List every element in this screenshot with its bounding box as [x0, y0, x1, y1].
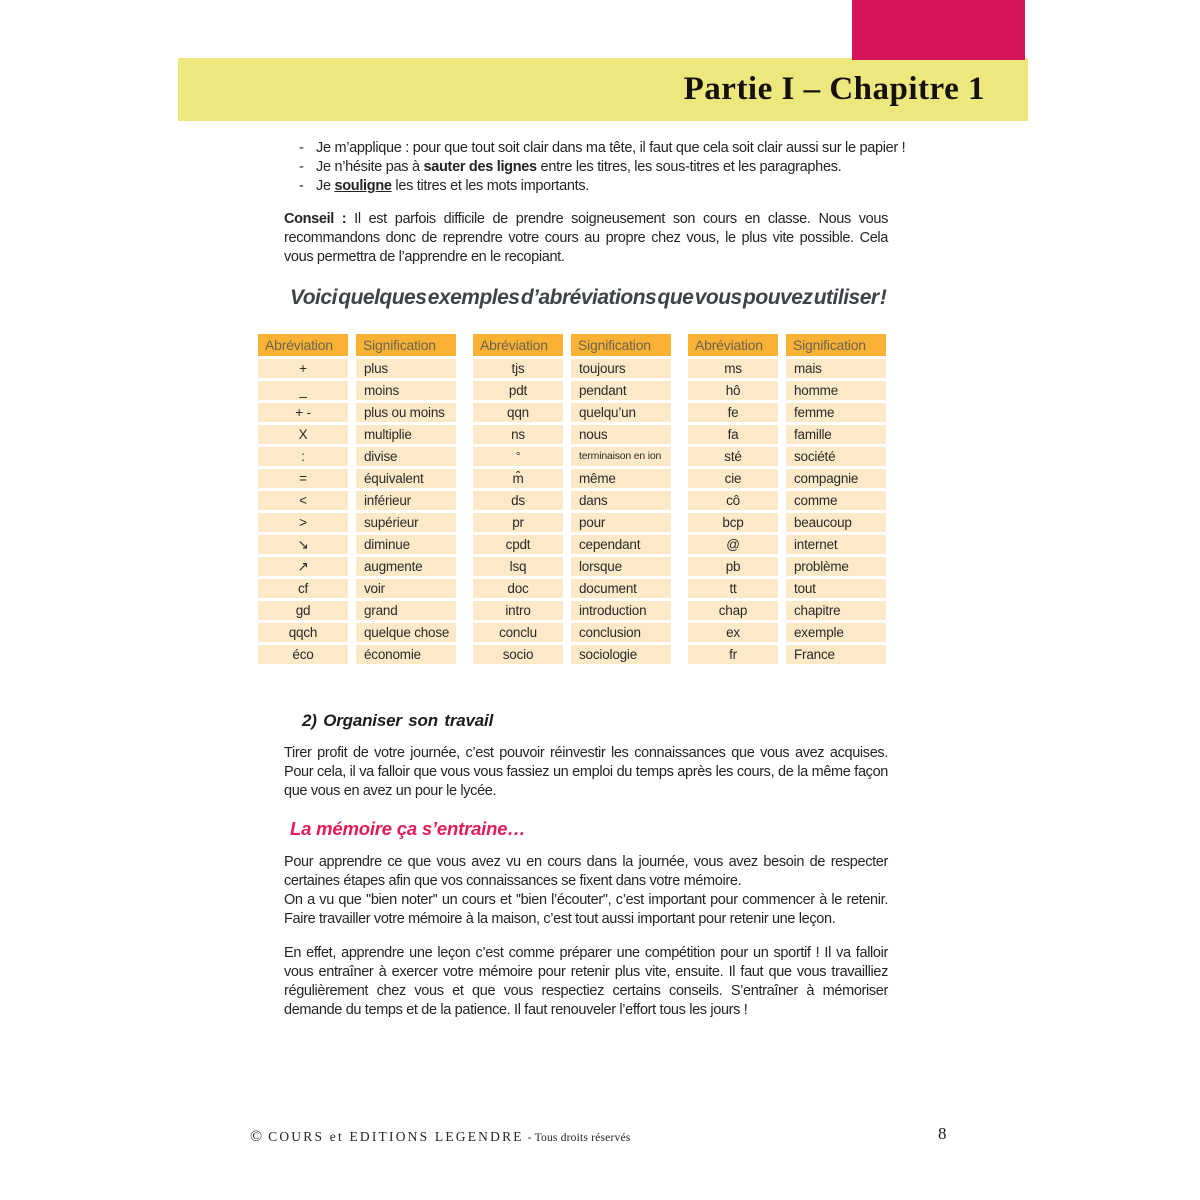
chapter-banner: [178, 58, 1028, 121]
bullet-dash: -: [299, 159, 304, 175]
abbreviation-cell: sté: [688, 447, 778, 466]
list-item-text: Je n’hésite pas à sauter des lignes entre les titres, les sous-titres et les paragraphes.: [316, 159, 842, 175]
abbreviations-intro-heading: Voici quelques exemples d’abréviations que vous pouvez utiliser !: [290, 286, 887, 309]
abbreviation-cell: ↘: [258, 535, 348, 554]
signification-cell: beaucoup: [786, 513, 886, 532]
abbreviation-cell: hô: [688, 381, 778, 400]
signification-cell: même: [571, 469, 671, 488]
memory-paragraph: [284, 853, 888, 929]
signification-cell: voir: [356, 579, 456, 598]
footer: [250, 1128, 630, 1146]
table-header-signification: Signification: [571, 334, 671, 356]
signification-cell: tout: [786, 579, 886, 598]
signification-cell: cependant: [571, 535, 671, 554]
advice-text: Il est parfois difficile de prendre soigneusement son cours en classe. Nous vous recommandons donc de reprendre votre cours au propre chez vous, le plus vite possible. Cela vous permettra de l’apprendre en le recopiant.: [284, 211, 888, 265]
signification-cell: société: [786, 447, 886, 466]
abbreviation-cell: fa: [688, 425, 778, 444]
signification-cell: France: [786, 645, 886, 664]
abbreviation-cell: pr: [473, 513, 563, 532]
table-header-row: [688, 334, 886, 356]
copyright-icon: ©: [250, 1128, 263, 1145]
signification-cell: mais: [786, 359, 886, 378]
corner-accent-block: [852, 0, 1025, 60]
abbreviation-cell: pdt: [473, 381, 563, 400]
signification-cell: problème: [786, 557, 886, 576]
signification-cell: pendant: [571, 381, 671, 400]
signification-cell: moins: [356, 381, 456, 400]
signification-cell: femme: [786, 403, 886, 422]
signification-cell: supérieur: [356, 513, 456, 532]
abbreviation-cell: :: [258, 447, 348, 466]
table-body: [473, 359, 671, 664]
signification-cell: nous: [571, 425, 671, 444]
abbreviation-cell: cô: [688, 491, 778, 510]
abbreviation-cell: socio: [473, 645, 563, 664]
abbreviation-cell: tt: [688, 579, 778, 598]
signification-cell: document: [571, 579, 671, 598]
abbreviation-cell: doc: [473, 579, 563, 598]
abbreviation-cell: ds: [473, 491, 563, 510]
section-2-heading: 2) Organiser son travail: [302, 711, 494, 730]
memory-paragraph-part-1: Pour apprendre ce que vous avez vu en cours dans la journée, vous avez besoin de respecter certaines étapes afin que vos connaissances se fixent dans votre mémoire.: [284, 854, 888, 889]
list-item-text: Je souligne les titres et les mots importants.: [316, 178, 590, 194]
page-title: Partie I – Chapitre 1: [683, 71, 985, 107]
abbreviation-cell: m̂: [473, 469, 563, 488]
advice-paragraph: [284, 210, 888, 267]
memory-paragraph-part-2: On a vu que ''bien noter'' un cours et ''bien l’écouter'', c’est important pour commencer à le retenir. Faire travailler votre mémoire à la maison, c’est tout aussi important pour retenir une leçon.: [284, 892, 888, 927]
abbreviation-cell: cie: [688, 469, 778, 488]
signification-cell: sociologie: [571, 645, 671, 664]
list-item-text: Je m’applique : pour que tout soit clair dans ma tête, il faut que cela soit clair aussi sur le papier !: [316, 140, 906, 156]
abbreviation-cell: éco: [258, 645, 348, 664]
abbreviation-cell: =: [258, 469, 348, 488]
abbreviation-cell: °: [473, 447, 563, 466]
abbreviation-cell: qqch: [258, 623, 348, 642]
abbreviation-cell: cpdt: [473, 535, 563, 554]
advice-label: Conseil :: [284, 211, 347, 227]
table-body: [688, 359, 886, 664]
list-item: [299, 139, 939, 158]
abbreviation-cell: _: [258, 381, 348, 400]
signification-cell: quelque chose: [356, 623, 456, 642]
abbreviation-table-1: [258, 334, 456, 664]
abbreviation-cell: <: [258, 491, 348, 510]
signification-cell: comme: [786, 491, 886, 510]
abbreviation-cell: ex: [688, 623, 778, 642]
signification-cell: équivalent: [356, 469, 456, 488]
signification-cell: pour: [571, 513, 671, 532]
table-header-abreviation: Abréviation: [473, 334, 563, 356]
signification-cell: inférieur: [356, 491, 456, 510]
signification-cell: chapitre: [786, 601, 886, 620]
signification-cell: internet: [786, 535, 886, 554]
signification-cell: homme: [786, 381, 886, 400]
abbreviation-cell: intro: [473, 601, 563, 620]
signification-cell: exemple: [786, 623, 886, 642]
abbreviation-cell: gd: [258, 601, 348, 620]
training-effort-paragraph: En effet, apprendre une leçon c’est comme préparer une compétition pour un sportif ! Il va falloir vous entraîner à exercer votre mémoire pour retenir plus vite, ensuite. Il faut que vous travailliez régulièrement chez vous et que vous respectiez certains conseils. S’entraîner à mémoriser demande du temps et de la patience. Il faut renouveler l’effort tous les jours !: [284, 945, 888, 1018]
table-header-abreviation: Abréviation: [258, 334, 348, 356]
abbreviation-cell: fr: [688, 645, 778, 664]
abbreviation-cell: >: [258, 513, 348, 532]
abbreviation-cell: conclu: [473, 623, 563, 642]
signification-cell: terminaison en ion: [571, 447, 671, 466]
memory-training-heading: La mémoire ça s’entraine…: [290, 818, 526, 839]
signification-cell: introduction: [571, 601, 671, 620]
signification-cell: diminue: [356, 535, 456, 554]
abbreviation-cell: qqn: [473, 403, 563, 422]
abbreviation-cell: bcp: [688, 513, 778, 532]
abbreviation-cell: +: [258, 359, 348, 378]
abbreviation-cell: + -: [258, 403, 348, 422]
bullet-dash: -: [299, 178, 304, 194]
abbreviation-cell: tjs: [473, 359, 563, 378]
note-taking-tips-list: [299, 139, 939, 196]
abbreviation-cell: ns: [473, 425, 563, 444]
organize-work-paragraph: Tirer profit de votre journée, c’est pouvoir réinvestir les connaissances que vous avez acquises. Pour cela, il va falloir que vous vous fassiez un emploi du temps après les cours, de la même façon que vous en avez un pour le lycée.: [284, 745, 888, 799]
abbreviation-cell: pb: [688, 557, 778, 576]
table-header-abreviation: Abréviation: [688, 334, 778, 356]
abbreviation-cell: ↗: [258, 557, 348, 576]
signification-cell: compagnie: [786, 469, 886, 488]
list-item: [299, 177, 939, 196]
signification-cell: dans: [571, 491, 671, 510]
abbreviation-cell: ms: [688, 359, 778, 378]
signification-cell: multiplie: [356, 425, 456, 444]
table-header-signification: Signification: [786, 334, 886, 356]
abbreviation-cell: lsq: [473, 557, 563, 576]
rights-notice: - Tous droits réservés: [527, 1132, 631, 1144]
page-number: 8: [938, 1124, 947, 1143]
table-header-row: [258, 334, 456, 356]
abbreviation-cell: X: [258, 425, 348, 444]
signification-cell: divise: [356, 447, 456, 466]
abbreviation-table-2: [473, 334, 671, 664]
signification-cell: toujours: [571, 359, 671, 378]
signification-cell: économie: [356, 645, 456, 664]
signification-cell: plus: [356, 359, 456, 378]
abbreviation-cell: @: [688, 535, 778, 554]
abbreviation-cell: chap: [688, 601, 778, 620]
signification-cell: quelqu’un: [571, 403, 671, 422]
table-header-signification: Signification: [356, 334, 456, 356]
signification-cell: grand: [356, 601, 456, 620]
signification-cell: augmente: [356, 557, 456, 576]
abbreviation-cell: cf: [258, 579, 348, 598]
signification-cell: conclusion: [571, 623, 671, 642]
abbreviation-cell: fe: [688, 403, 778, 422]
bullet-dash: -: [299, 140, 304, 156]
signification-cell: plus ou moins: [356, 403, 456, 422]
publisher-name: COURS et EDITIONS LEGENDRE: [268, 1129, 524, 1144]
list-item: [299, 158, 939, 177]
table-body: [258, 359, 456, 664]
abbreviation-table-3: [688, 334, 886, 664]
signification-cell: lorsque: [571, 557, 671, 576]
signification-cell: famille: [786, 425, 886, 444]
table-header-row: [473, 334, 671, 356]
